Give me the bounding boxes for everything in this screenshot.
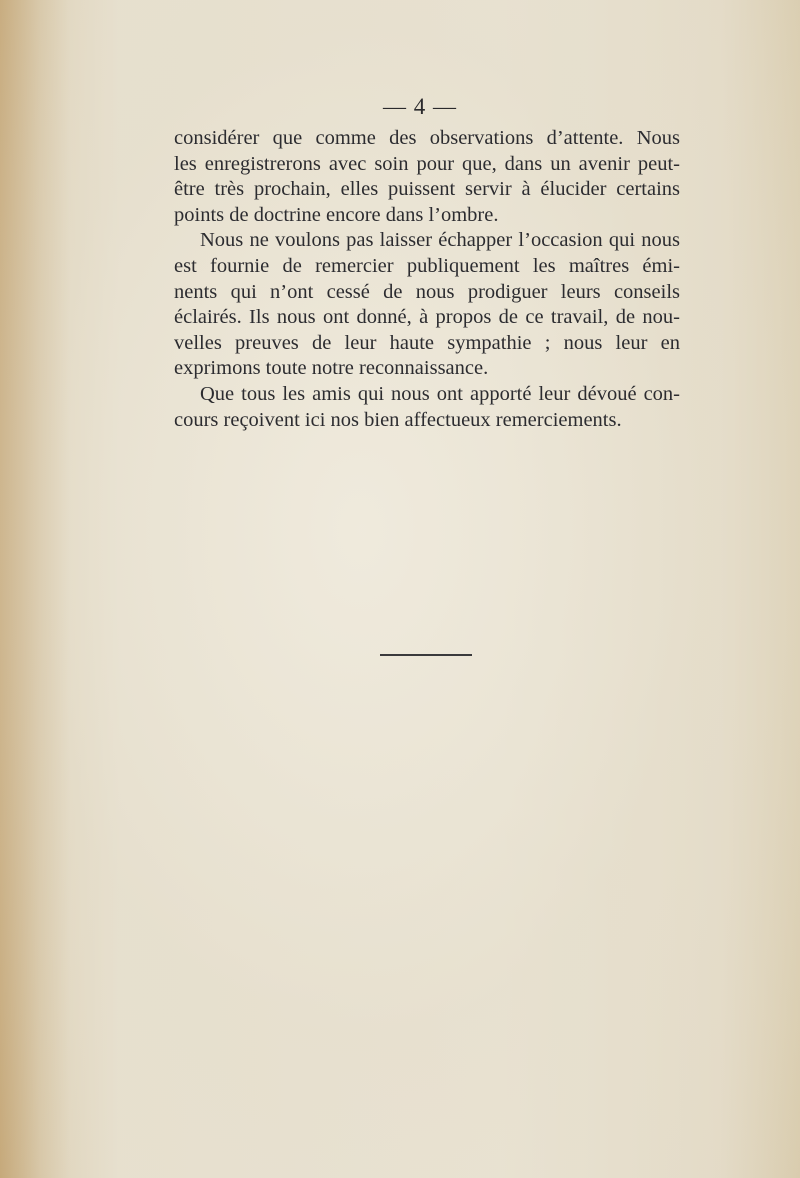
text-line: les enregistrerons avec soin pour que, dans un avenir peut- <box>174 152 680 175</box>
page-number: — 4 — <box>383 94 457 119</box>
text-line: Nous ne voulons pas laisser échapper l’occasion qui nous <box>200 229 680 252</box>
text-line: Que tous les amis qui nous ont apporté leur dévoué con- <box>200 382 680 405</box>
paper-edge-stain <box>0 0 70 1178</box>
text-line: points de doctrine encore dans l’ombre. <box>174 203 499 226</box>
body-text <box>174 126 680 433</box>
text-line: est fournie de remercier publiquement les maîtres émi- <box>174 254 680 277</box>
text-line: éclairés. Ils nous ont donné, à propos de ce travail, de nou- <box>174 306 680 329</box>
text-line: être très prochain, elles puissent servir à élucider certains <box>174 178 680 201</box>
text-line: cours reçoivent ici nos bien affectueux remerciements. <box>174 408 622 431</box>
section-divider-rule <box>380 654 472 656</box>
text-line: nents qui n’ont cessé de nous prodiguer leurs conseils <box>174 280 680 303</box>
text-line: considérer que comme des observations d’attente. Nous <box>174 127 680 149</box>
text-line: exprimons toute notre reconnaissance. <box>174 357 489 380</box>
text-line: velles preuves de leur haute sympathie ; nous leur en <box>174 331 680 354</box>
